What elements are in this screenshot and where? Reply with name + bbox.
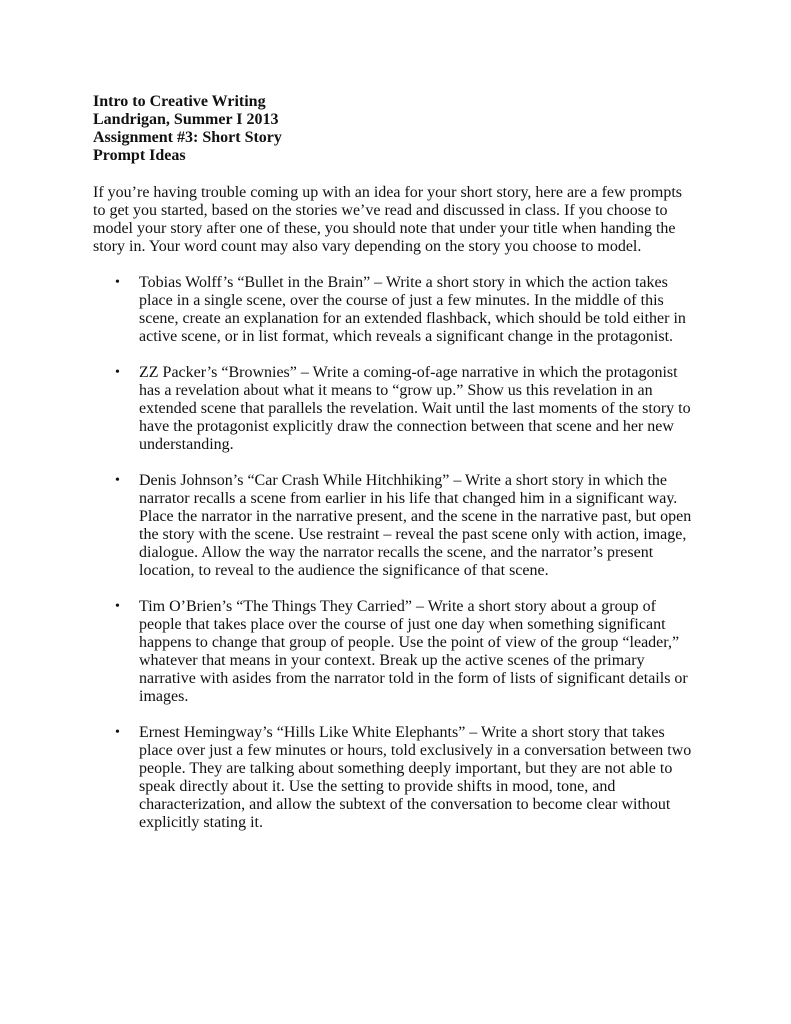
document-header: [93, 93, 695, 165]
assignment-title: Assignment #3: Short Story: [93, 129, 282, 146]
prompt-text: ZZ Packer’s “Brownies” – Write a coming-of-age narrative in which the protagonist has a revelation about what it means to “grow up.” Show us this revelation in an extended scene that parallels the revelation. Wait until the last moments of the story to have the protagonist explicitly draw the connection between that scene and her new understanding.: [139, 364, 691, 453]
document-page: [93, 93, 695, 850]
document-subtitle: Prompt Ideas: [93, 147, 186, 164]
course-title: Intro to Creative Writing: [93, 93, 266, 110]
list-item: [93, 364, 699, 454]
intro-paragraph: If you’re having trouble coming up with an idea for your short story, here are a few prompts to get you started, based on the stories we’ve read and discussed in class. If you choose to model your story after one of these, you should note that under your title when handing the story in. Your word count may also vary depending on the story you choose to model.: [93, 184, 683, 255]
bullet-icon: •: [115, 725, 120, 740]
list-item: [93, 598, 699, 706]
instructor-term: Landrigan, Summer I 2013: [93, 111, 279, 128]
prompt-text: Tim O’Brien’s “The Things They Carried” – Write a short story about a group of people that takes place over the course of just one day when something significant happens to change that group of people. Use the point of view of the group “leader,” whatever that means in your context. Break up the active scenes of the primary narrative with asides from the narrator told in the form of lists of significant details or images.: [139, 598, 688, 705]
list-item: [93, 472, 699, 580]
bullet-icon: •: [115, 365, 120, 380]
prompt-text: Tobias Wolff’s “Bullet in the Brain” – Write a short story in which the action takes place in a single scene, over the course of just a few minutes. In the middle of this scene, create an explanation for an extended flashback, which should be told either in active scene, or in list format, which reveals a significant change in the protagonist.: [139, 274, 686, 345]
bullet-icon: •: [115, 275, 120, 290]
prompt-text: Ernest Hemingway’s “Hills Like White Elephants” – Write a short story that takes place over just a few minutes or hours, told exclusively in a conversation between two people. They are talking about something deeply important, but they are not able to speak directly about it. Use the setting to provide shifts in mood, tone, and characterization, and allow the subtext of the conversation to become clear without explicitly stating it.: [139, 724, 692, 831]
prompt-text: Denis Johnson’s “Car Crash While Hitchhiking” – Write a short story in which the narrator recalls a scene from earlier in his life that changed him in a significant way. Place the narrator in the narrative present, and the scene in the narrative past, but open the story with the scene. Use restraint – reveal the past scene only with action, image, dialogue. Allow the way the narrator recalls the scene, and the narrator’s present location, to reveal to the audience the significance of that scene.: [139, 472, 692, 579]
list-item: [93, 724, 699, 832]
bullet-icon: •: [115, 473, 120, 488]
prompt-list: [93, 274, 695, 832]
list-item: [93, 274, 699, 346]
bullet-icon: •: [115, 599, 120, 614]
